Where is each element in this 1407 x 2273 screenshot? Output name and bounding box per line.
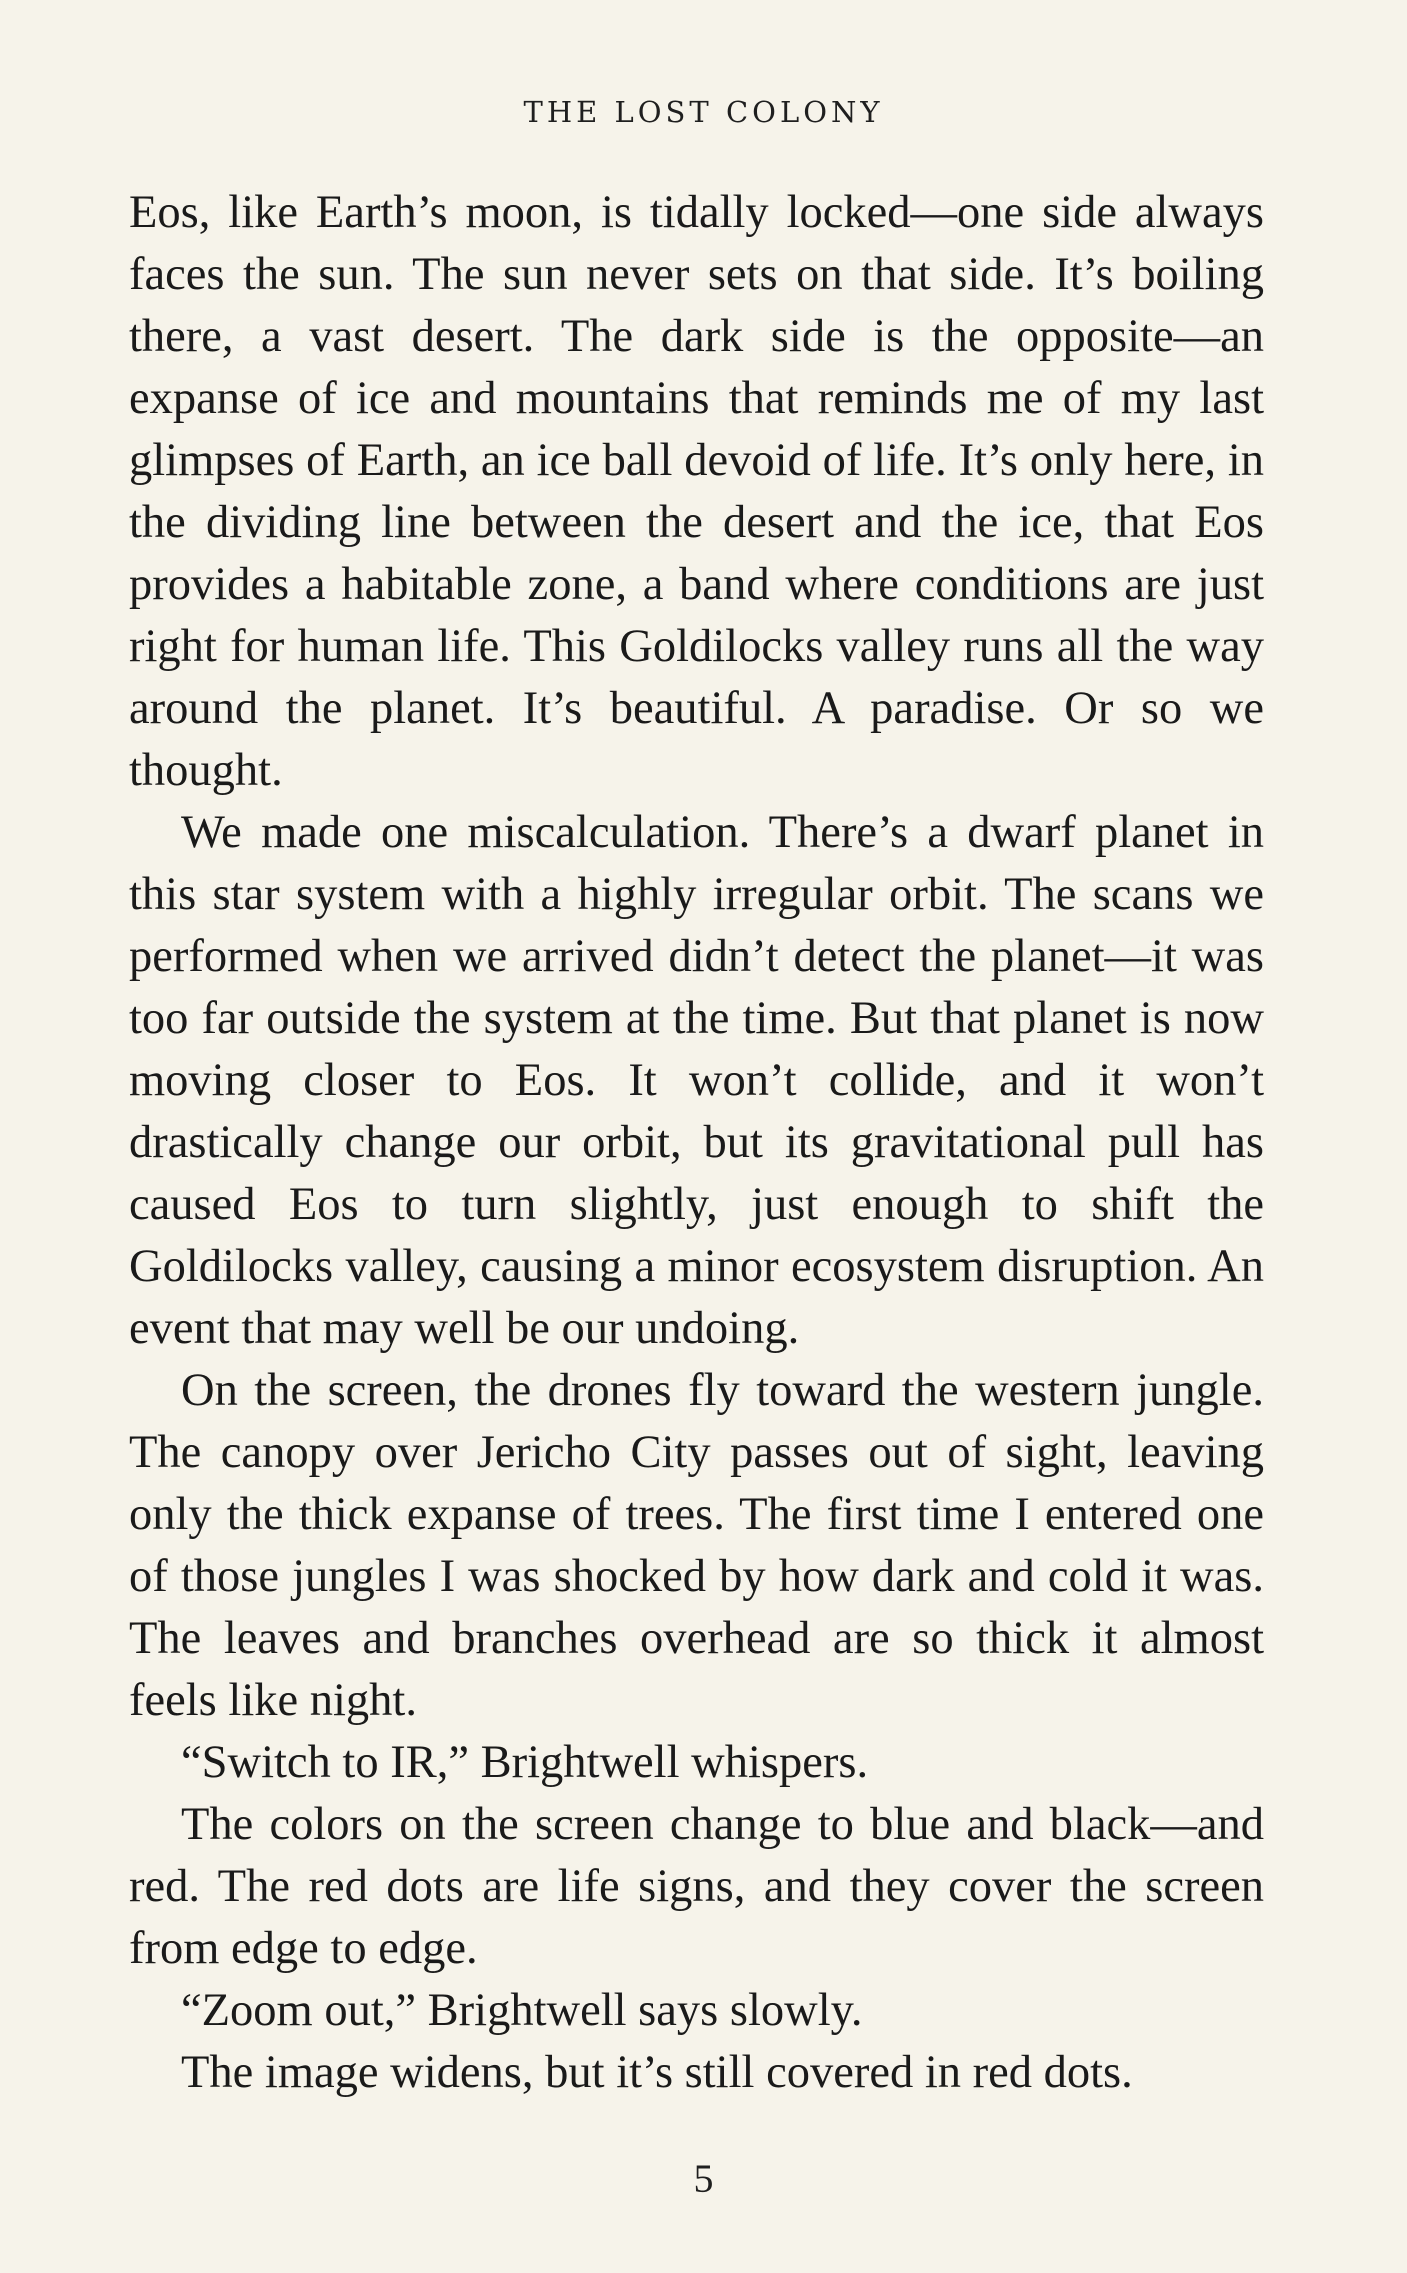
paragraph-7: The image widens, but it’s still covered in red dots. xyxy=(181,2047,1133,2098)
page-number: 5 xyxy=(693,2156,714,2201)
running-head: THE LOST COLONY xyxy=(523,95,884,129)
paragraph-3: On the screen, the drones fly toward the western jungle. The canopy over Jericho City passes out of sight, leaving only the thick expanse of trees. The first time I entered one of those jungles I was shocked by how dark and cold it was. The leaves and branches overhead are so thick it almost feels like night. xyxy=(129,1365,1264,1726)
paragraph-4: “Switch to IR,” Brightwell whispers. xyxy=(181,1737,869,1788)
paragraph-5: The colors on the screen change to blue and black—and red. The red dots are life signs, and they cover the screen from edge to edge. xyxy=(129,1799,1264,1974)
paragraph-6: “Zoom out,” Brightwell says slowly. xyxy=(181,1985,863,2036)
paragraph-2: We made one miscalculation. There’s a dwarf planet in this star system with a highly irregular orbit. The scans we performed when we arrived didn’t detect the planet—it was too far outside the system at the time. But that planet is now moving closer to Eos. It won’t collide, and it won’t drastically change our orbit, but its gravitational pull has caused Eos to turn slightly, just enough to shift the Goldilocks valley, causing a minor ecosystem disruption. An event that may well be our undoing. xyxy=(129,807,1264,1354)
paragraph-1: Eos, like Earth’s moon, is tidally locked—one side always faces the sun. The sun never sets on that side. It’s boiling there, a vast desert. The dark side is the opposite—an expanse of ice and mountains that reminds me of my last glimpses of Earth, an ice ball devoid of life. It’s only here, in the dividing line between the desert and the ice, that Eos provides a habitable zone, a band where conditions are just right for human life. This Goldilocks valley runs all the way around the planet. It’s beautiful. A paradise. Or so we thought. xyxy=(129,187,1264,796)
body-text xyxy=(129,182,1264,2104)
